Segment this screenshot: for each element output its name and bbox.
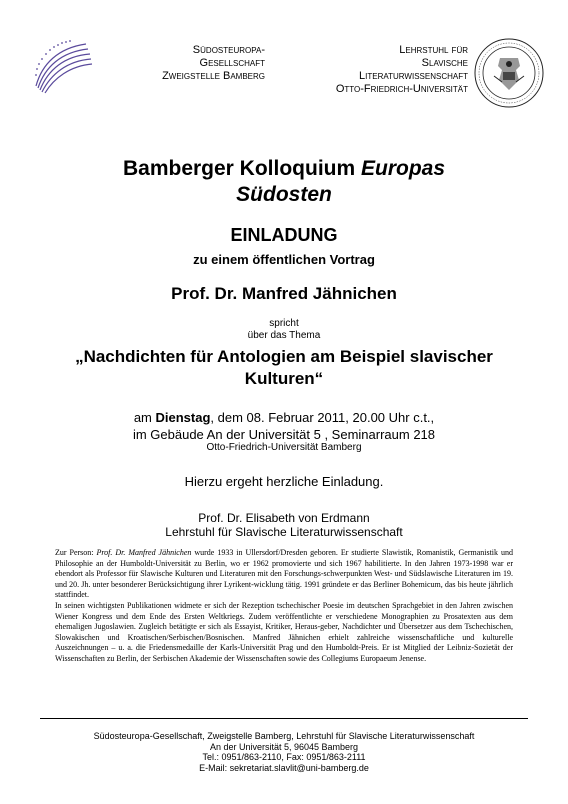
university-name: Otto-Friedrich-Universität Bamberg: [206, 442, 362, 453]
page-title: [40, 156, 528, 208]
bio-name: Prof. Dr. Manfred Jähnichen: [96, 548, 192, 557]
header-right: [300, 44, 468, 96]
ueber-line: über das Thema: [247, 330, 321, 341]
signature-name: Prof. Dr. Elisabeth von Erdmann: [198, 511, 370, 525]
lecture-topic: [40, 346, 528, 390]
speaker-name: Prof. Dr. Manfred Jähnichen: [171, 284, 397, 303]
footer-line1: Südosteuropa-Gesellschaft, Zweigstelle Bamberg, Lehrstuhl für Slavische Literaturwissenschaft: [93, 731, 475, 741]
invitation-text: Hierzu ergeht herzliche Einladung.: [184, 474, 384, 489]
date-rest: , dem 08. Februar 2011, 20.00 Uhr c.t.,: [210, 410, 435, 425]
einladung-heading: EINLADUNG: [230, 225, 338, 245]
header-right-line2: Slavische: [421, 57, 468, 69]
spricht-line: spricht: [269, 318, 299, 329]
topic-line2: Kulturen“: [244, 369, 324, 388]
header-right-line4: Otto-Friedrich-Universität: [335, 83, 468, 95]
bio-lead: Zur Person:: [55, 548, 97, 557]
location-line: im Gebäude An der Universität 5 , Seminarraum 218: [132, 427, 436, 442]
topic-line1: „Nachdichten für Antologien am Beispiel slavischer: [75, 347, 493, 366]
header-right-line3: Literaturwissenschaft: [359, 70, 468, 82]
spricht-text: [40, 318, 528, 342]
sog-logo: [28, 34, 96, 98]
university-seal-icon: [472, 36, 546, 110]
signature: [40, 511, 528, 539]
title-line2: Südosten: [236, 183, 332, 206]
header-right-line1: Lehrstuhl für: [399, 44, 468, 56]
header-left-line2: Gesellschaft: [199, 57, 265, 69]
vortrag-subheading: zu einem öffentlichen Vortrag: [193, 252, 375, 267]
footer-email[interactable]: E-Mail: sekretariat.slavlit@uni-bamberg.de: [199, 762, 369, 773]
date-day: Dienstag: [155, 410, 211, 425]
bio-paragraph-1: [55, 548, 513, 601]
bio-paragraph-2: In seinen wichtigsten Publikationen widmete er sich der Rezeption tschechischer Poesie im deutschen Sprachgebiet in den Jahren zwischen Wiener Kongress und dem Ende des Ersten Weltkriegs. Zudem veröffentlichte er verschiedene Monographien zu Prosatexten aus dem ehemaligen Jugoslawien. Zugleich betätigte er sich als Essayist, Kritiker, Heraus-geber, Nachdichter und Übersetzer aus dem Tschechischen, Slowakischen und Kroatischen/Serbischen/Bosnischen. Manfred Jähnichen erhielt zahlreiche wissenschaftliche und kulturelle Auszeichnungen – u. a. die Friedensmedaille der Karls-Universität Prag und den Humboldt-Preis. Er ist Mitglied der Leibniz-Sozietät der Wissenschaften zu Berlin, der Serbischen Akademie der Wissenschaften sowie des Collegiums Europaeum Jenense.: [55, 600, 513, 663]
date-prefix: am: [133, 410, 156, 425]
bio-para1-text: wurde 1933 in Ullersdorf/Dresden geboren. Er studierte Slawistik, Romanistik, Germanistik und Philosophie an der Humboldt-Universität zu Berlin, wo er 1962 promovierte und sich 1967 habilitierte. In den Jahren 1973-1998 war er ebendort als Professor für Slawische Kulturen und Literaturen mit den Forschungs-schwerpunkten West- und Südslawische Literaturen im 19. und 20. Jh. unter besonderer Berücksichtigung ihrer Lyrikent-wicklung tätig. 1991 gründete er das Berliner Bohemicum, das bis heute jährlich stattfindet.: [55, 548, 513, 600]
header-left-line1: Südosteuropa-: [192, 44, 265, 56]
footer-line3: Tel.: 0951/863-2110, Fax: 0951/863-2111: [202, 752, 366, 762]
signature-role: Lehrstuhl für Slavische Literaturwissenschaft: [165, 525, 403, 539]
date-location: [40, 409, 528, 443]
title-part1: Bamberger Kolloquium: [122, 157, 361, 180]
header-left-line3: Zweigstelle Bamberg: [162, 70, 265, 82]
footer-line2: An der Universität 5, 96045 Bamberg: [209, 741, 359, 752]
speaker-bio: [55, 548, 513, 665]
footer-divider: [40, 718, 528, 719]
title-part2: Europas: [361, 157, 446, 180]
header-left: [95, 44, 265, 83]
footer: [40, 731, 528, 773]
